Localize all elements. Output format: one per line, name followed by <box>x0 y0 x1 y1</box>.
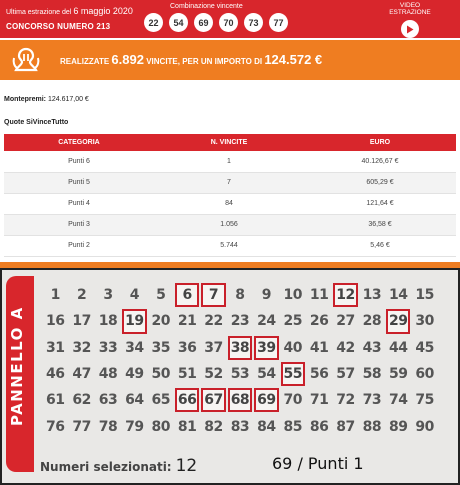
number-cell[interactable]: 45 <box>415 339 434 356</box>
number-cell-selected[interactable]: 67 <box>201 388 225 412</box>
table-row <box>4 235 456 256</box>
number-cell[interactable]: 58 <box>362 366 382 383</box>
wins-summary <box>60 52 322 67</box>
column-header-euro: EURO <box>304 134 456 151</box>
number-cell[interactable]: 3 <box>103 287 113 304</box>
winning-numbers <box>144 13 288 32</box>
cell-category: Punti 4 <box>4 193 154 214</box>
number-cell[interactable]: 18 <box>98 313 118 330</box>
selected-numbers <box>40 456 197 476</box>
number-cell[interactable]: 52 <box>204 366 223 383</box>
number-cell[interactable]: 34 <box>125 339 144 356</box>
number-cell[interactable]: 83 <box>230 418 250 435</box>
number-cell[interactable]: 22 <box>204 313 223 330</box>
number-cell[interactable]: 73 <box>362 392 382 409</box>
cell-category: Punti 3 <box>4 214 154 235</box>
number-cell[interactable]: 49 <box>125 366 144 383</box>
number-cell[interactable]: 26 <box>309 313 329 330</box>
number-cell[interactable]: 13 <box>362 287 382 304</box>
number-cell[interactable]: 17 <box>72 313 91 330</box>
cell-euro: 40.126,67 € <box>304 151 456 172</box>
number-cell[interactable]: 87 <box>336 418 355 435</box>
number-cell-selected[interactable]: 6 <box>175 283 199 307</box>
number-cell[interactable]: 25 <box>283 313 302 330</box>
number-cell[interactable]: 61 <box>45 392 65 409</box>
realized-label: REALIZZATE <box>60 57 110 66</box>
cell-wins: 7 <box>154 172 304 193</box>
last-draw-info <box>6 6 133 16</box>
number-cell[interactable]: 28 <box>362 313 382 330</box>
wins-banner <box>0 40 460 80</box>
number-cell[interactable]: 90 <box>415 418 434 435</box>
number-cell[interactable]: 79 <box>125 418 144 435</box>
cell-euro: 5,46 € <box>304 235 456 256</box>
cell-euro: 36,58 € <box>304 214 456 235</box>
number-cell[interactable]: 74 <box>389 392 408 409</box>
number-cell[interactable]: 57 <box>336 366 355 383</box>
table-row <box>4 193 456 214</box>
number-cell[interactable]: 54 <box>257 366 276 383</box>
number-cell[interactable]: 44 <box>389 339 408 356</box>
number-cell[interactable]: 70 <box>283 392 302 409</box>
number-cell-selected[interactable]: 29 <box>386 309 410 333</box>
winning-number-ball: 69 <box>194 13 213 32</box>
cell-wins: 1 <box>154 151 304 172</box>
number-cell-selected[interactable]: 69 <box>254 388 278 412</box>
number-cell[interactable]: 62 <box>72 392 91 409</box>
cell-category: Punti 2 <box>4 235 154 256</box>
number-cell-selected[interactable]: 7 <box>201 283 225 307</box>
number-cell-selected[interactable]: 66 <box>175 388 199 412</box>
number-cell[interactable]: 16 <box>45 313 65 330</box>
panel-label: PANNELLO A <box>8 306 26 426</box>
number-cell[interactable]: 80 <box>151 418 170 435</box>
number-cell[interactable]: 50 <box>151 366 170 383</box>
number-cell[interactable]: 37 <box>204 339 223 356</box>
number-cell-selected[interactable]: 38 <box>228 336 252 360</box>
draw-date-prefix: Ultima estrazione del <box>6 9 72 16</box>
montepremi-value: 124.617,00 € <box>47 96 89 103</box>
quotes-table <box>4 134 456 257</box>
number-cell[interactable]: 2 <box>76 287 87 304</box>
cell-category: Punti 6 <box>4 151 154 172</box>
number-cell[interactable]: 1 <box>50 287 60 304</box>
number-cell[interactable]: 4 <box>129 287 139 304</box>
combination-label: Combinazione vincente <box>170 3 243 10</box>
number-cell[interactable]: 75 <box>415 392 434 409</box>
cell-category: Punti 5 <box>4 172 154 193</box>
number-cell[interactable]: 48 <box>98 366 118 383</box>
number-cell[interactable]: 36 <box>177 339 197 356</box>
selected-count: 12 <box>175 456 198 476</box>
panel-strip <box>6 276 34 472</box>
number-cell[interactable]: 8 <box>235 287 245 304</box>
winning-number-ball: 73 <box>244 13 263 32</box>
wins-amount: 124.572 € <box>264 52 323 67</box>
number-cell-selected[interactable]: 55 <box>281 362 305 386</box>
number-grid <box>42 282 438 440</box>
number-cell[interactable]: 27 <box>336 313 355 330</box>
number-cell[interactable]: 84 <box>257 418 276 435</box>
number-cell[interactable]: 63 <box>98 392 118 409</box>
number-cell[interactable]: 15 <box>415 287 434 304</box>
number-cell-selected[interactable]: 12 <box>333 283 357 307</box>
number-cell[interactable]: 51 <box>177 366 197 383</box>
video-draw-label: VIDEO ESTRAZIONE <box>389 2 431 16</box>
number-cell[interactable]: 78 <box>98 418 118 435</box>
sivincetutto-logo-icon <box>10 46 42 74</box>
number-cell[interactable]: 64 <box>125 392 144 409</box>
number-cell[interactable]: 20 <box>151 313 170 330</box>
cell-wins: 84 <box>154 193 304 214</box>
number-cell[interactable]: 81 <box>177 418 197 435</box>
quotes-title: Quote SiVinceTutto <box>4 119 69 126</box>
wins-text: VINCITE, PER UN IMPORTO DI <box>146 57 263 66</box>
column-header-wins: N. VINCITE <box>154 134 304 151</box>
number-cell[interactable]: 41 <box>309 339 329 356</box>
number-cell[interactable]: 21 <box>177 313 197 330</box>
montepremi-label: Montepremi: <box>4 96 46 103</box>
number-cell[interactable]: 86 <box>309 418 329 435</box>
play-icon[interactable] <box>401 20 419 38</box>
number-cell[interactable]: 53 <box>230 366 250 383</box>
number-cell[interactable]: 40 <box>283 339 302 356</box>
number-cell[interactable]: 65 <box>151 392 170 409</box>
number-cell[interactable]: 77 <box>72 418 91 435</box>
number-cell[interactable]: 56 <box>309 366 329 383</box>
cell-wins: 1.056 <box>154 214 304 235</box>
number-cell[interactable]: 85 <box>283 418 302 435</box>
cell-wins: 5.744 <box>154 235 304 256</box>
play-slip <box>0 268 460 485</box>
number-cell-selected[interactable]: 19 <box>122 309 146 333</box>
number-cell[interactable]: 11 <box>309 287 329 304</box>
number-cell[interactable]: 47 <box>72 366 91 383</box>
number-cell[interactable]: 24 <box>257 313 276 330</box>
winning-number-ball: 77 <box>269 13 288 32</box>
number-cell[interactable]: 89 <box>389 418 408 435</box>
draw-date: 6 maggio 2020 <box>73 6 133 16</box>
number-cell[interactable]: 42 <box>336 339 355 356</box>
cell-euro: 605,29 € <box>304 172 456 193</box>
winning-number-ball: 22 <box>144 13 163 32</box>
number-cell[interactable]: 9 <box>261 287 271 304</box>
winning-number-ball: 70 <box>219 13 238 32</box>
table-row <box>4 151 456 172</box>
column-header-category: CATEGORIA <box>4 134 154 151</box>
number-cell[interactable]: 71 <box>309 392 329 409</box>
number-cell[interactable]: 10 <box>283 287 302 304</box>
number-cell[interactable]: 30 <box>415 313 434 330</box>
number-cell[interactable]: 46 <box>45 366 65 383</box>
number-cell-selected[interactable]: 39 <box>254 336 278 360</box>
number-cell[interactable]: 14 <box>389 287 408 304</box>
number-cell[interactable]: 72 <box>336 392 355 409</box>
result-note: 69 / Punti 1 <box>272 454 364 473</box>
number-cell[interactable]: 5 <box>156 287 166 304</box>
number-cell[interactable]: 31 <box>45 339 65 356</box>
video-draw[interactable] <box>380 2 440 38</box>
number-cell[interactable]: 60 <box>415 366 434 383</box>
number-cell[interactable]: 88 <box>362 418 382 435</box>
number-cell[interactable]: 32 <box>72 339 91 356</box>
number-cell-selected[interactable]: 68 <box>228 388 252 412</box>
number-cell[interactable]: 23 <box>230 313 250 330</box>
table-row <box>4 214 456 235</box>
montepremi <box>4 96 89 103</box>
winning-number-ball: 54 <box>169 13 188 32</box>
number-cell[interactable]: 59 <box>389 366 408 383</box>
wins-count: 6.892 <box>111 52 144 67</box>
table-header-row <box>4 134 456 151</box>
cell-euro: 121,64 € <box>304 193 456 214</box>
number-cell[interactable]: 35 <box>151 339 170 356</box>
selected-label: Numeri selezionati: <box>40 460 172 474</box>
number-cell[interactable]: 76 <box>45 418 65 435</box>
contest-number: CONCORSO NUMERO 213 <box>6 22 111 31</box>
number-cell[interactable]: 43 <box>362 339 382 356</box>
number-cell[interactable]: 33 <box>98 339 118 356</box>
table-row <box>4 172 456 193</box>
draw-header <box>0 0 460 38</box>
number-cell[interactable]: 82 <box>204 418 223 435</box>
